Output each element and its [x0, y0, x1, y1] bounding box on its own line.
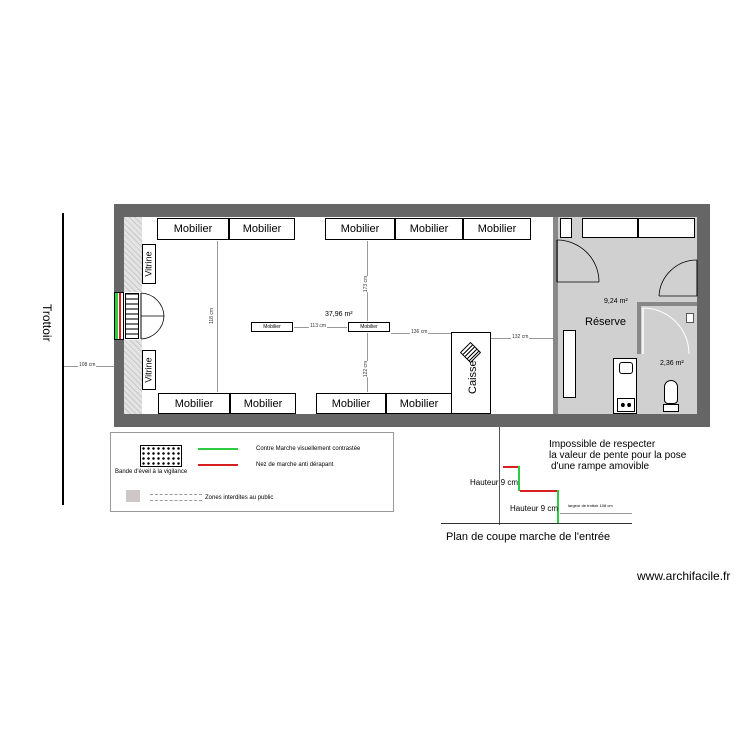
furniture-top-5: Mobilier: [463, 218, 531, 240]
furniture-bottom-4: Mobilier: [386, 393, 452, 414]
section-title: Plan de coupe marche de l'entrée: [446, 531, 611, 543]
wc-area-label: 2,36 m²: [660, 360, 684, 367]
section-note-line3: d'une rampe amovible: [551, 461, 650, 472]
section-vertical-left: [499, 427, 500, 525]
furniture-top-1: Mobilier: [157, 218, 229, 240]
legend-zones: Zones interdites au public: [205, 495, 274, 501]
furniture-bottom-1: Mobilier: [158, 393, 230, 414]
furniture-top-3: Mobilier: [325, 218, 395, 240]
dim-gap-reserve: 132 cm: [512, 334, 529, 340]
reserve-door-jamb: [560, 218, 572, 238]
toilet-bowl-icon: [664, 380, 678, 404]
cash-desk-label: Caisse: [467, 360, 479, 394]
furniture-bottom-2: Mobilier: [230, 393, 296, 414]
wall-left-top: [114, 204, 124, 292]
forbidden-zone-entrance-bottom: [124, 340, 142, 414]
back-door-swing: [655, 258, 700, 298]
legend-nez-marche: Nez de marche anti dérapant: [256, 462, 334, 468]
section-note-line2: la valeur de pente pour la pose: [549, 450, 687, 461]
legend-bande-eveil: Bande d'éveil à la vigilance: [115, 469, 188, 475]
section-hauteur-1: Hauteur 9 cm: [470, 478, 519, 487]
furniture-small-left: Mobilier: [251, 322, 293, 332]
dim-gap-caisse: 136 cm: [411, 329, 428, 335]
sidewalk-dimension: 108 cm: [79, 362, 96, 368]
legend-red-line: [198, 464, 238, 466]
entrance-green-step: [115, 293, 118, 339]
section-step-upper-riser: [518, 466, 520, 491]
reserve-shelf-1: [582, 218, 638, 238]
dim-gap-mobilier: 113 cm: [310, 323, 327, 329]
reserve-area-label: 9,24 m²: [604, 298, 628, 305]
sidewalk-line: [62, 213, 64, 505]
vitrine-top: Vitrine: [142, 244, 156, 284]
section-note-line1: Impossible de respecter: [549, 439, 656, 450]
legend-zone-swatch: [126, 490, 140, 502]
reserve-right-cabinet: [563, 330, 576, 398]
main-area-label: 37,96 m²: [325, 311, 353, 318]
dim-height-left: 118 cm: [209, 307, 216, 325]
wc-lock-icon: [686, 313, 694, 323]
entrance-door-swing: [140, 292, 170, 340]
furniture-small-center: Mobilier: [348, 322, 390, 332]
reserve-shelf-2: [638, 218, 695, 238]
section-step-upper-tread: [503, 466, 519, 468]
legend-zone-dash-2: [150, 500, 202, 502]
reserve-label: Réserve: [585, 316, 626, 328]
section-hauteur-2: Hauteur 9 cm: [510, 504, 559, 513]
hob-icon: [617, 398, 635, 412]
wall-bottom: [114, 414, 710, 427]
legend-zone-dash-1: [150, 494, 202, 496]
section-width-line: [560, 513, 632, 514]
wall-left-bottom: [114, 340, 124, 427]
wall-top: [114, 204, 710, 217]
furniture-top-4: Mobilier: [395, 218, 463, 240]
legend-contre-marche: Contre Marche visuellement contrastée: [256, 446, 361, 452]
legend-green-line: [198, 448, 238, 450]
furniture-top-2: Mobilier: [229, 218, 295, 240]
street-label: Trottoir: [40, 304, 54, 342]
dim-bottom-gap: 122 cm: [363, 360, 370, 378]
sink-icon: [619, 362, 633, 374]
reserve-door-swing: [553, 238, 601, 286]
watermark: www.archifacile.fr: [637, 569, 731, 583]
furniture-bottom-3: Mobilier: [316, 393, 386, 414]
legend-warning-strip-icon: [140, 445, 182, 467]
section-largeur: largeur de trottoir 108 cm: [568, 503, 613, 508]
forbidden-zone-entrance-top: [124, 217, 142, 292]
wall-right: [697, 204, 710, 427]
entrance-red-nosing: [119, 293, 121, 339]
section-ground-line: [441, 523, 632, 524]
warning-strip: [125, 293, 139, 339]
vitrine-bottom: Vitrine: [142, 350, 156, 390]
wc-door-swing: [641, 306, 691, 356]
section-step-lower-tread: [520, 490, 558, 492]
dim-top-gap: 173 cm: [363, 275, 370, 293]
toilet-tank: [663, 404, 679, 412]
dim-line-vertical-left: [217, 241, 218, 392]
